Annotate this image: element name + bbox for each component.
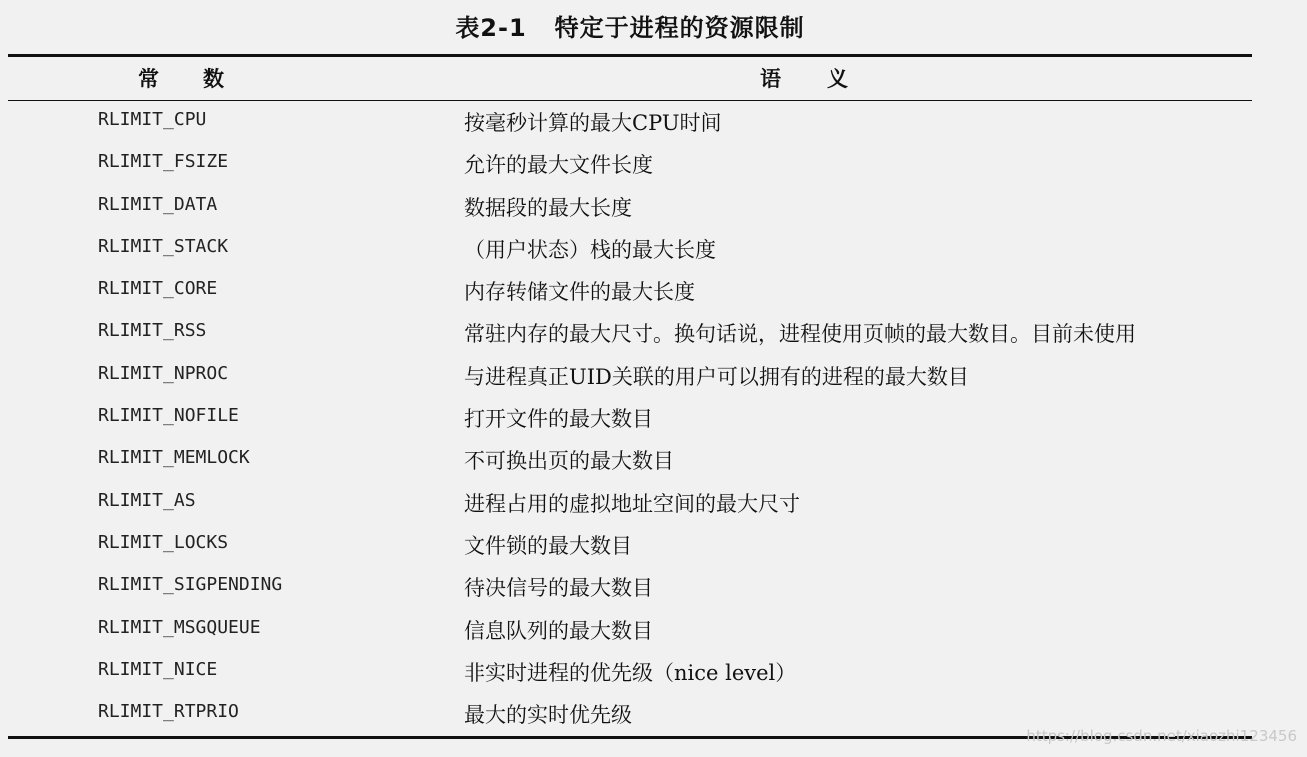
meaning-cell: 进程占用的虚拟地址空间的最大尺寸 — [464, 491, 800, 516]
meaning-cell: 允许的最大文件长度 — [464, 153, 653, 178]
constant-cell: RLIMIT_AS — [98, 489, 196, 511]
table-row — [8, 270, 1252, 312]
constant-cell: RLIMIT_CORE — [98, 278, 218, 300]
header-constant: 常数 — [138, 67, 268, 91]
constant-cell: RLIMIT_FSIZE — [98, 151, 229, 173]
table-row — [8, 228, 1252, 270]
meaning-cell: 与进程真正UID关联的用户可以拥有的进程的最大数目 — [464, 364, 969, 389]
table-row — [8, 609, 1252, 651]
table-row — [8, 101, 1252, 143]
meaning-cell: 最大的实时优先级 — [464, 703, 632, 728]
meaning-cell: 非实时进程的优先级（nice level） — [464, 660, 797, 685]
table-row — [8, 524, 1252, 566]
constant-cell: RLIMIT_RSS — [98, 320, 207, 342]
table-row — [8, 397, 1252, 439]
table-caption-number: 表2-1 — [455, 14, 527, 42]
constant-cell: RLIMIT_MSGQUEUE — [98, 616, 261, 638]
meaning-cell: 打开文件的最大数目 — [464, 407, 653, 432]
table-row — [8, 566, 1252, 608]
meaning-cell: 数据段的最大长度 — [464, 195, 632, 220]
table-top-rule — [8, 54, 1252, 57]
meaning-cell: 按毫秒计算的最大CPU时间 — [464, 111, 722, 135]
constant-cell: RLIMIT_RTPRIO — [98, 701, 239, 723]
meaning-cell: 不可换出页的最大数目 — [464, 449, 674, 474]
constant-cell: RLIMIT_DATA — [98, 193, 218, 215]
constant-cell: RLIMIT_MEMLOCK — [98, 447, 250, 469]
meaning-cell: 内存转储文件的最大长度 — [464, 280, 695, 305]
table-caption — [0, 10, 1260, 46]
constant-cell: RLIMIT_SIGPENDING — [98, 574, 283, 596]
meaning-cell: 文件锁的最大数目 — [464, 533, 632, 558]
constant-cell: RLIMIT_NICE — [98, 658, 218, 680]
constant-cell: RLIMIT_LOCKS — [98, 531, 229, 553]
header-meaning: 语义 — [760, 67, 894, 91]
table-caption-text: 特定于进程的资源限制 — [554, 14, 805, 42]
constant-cell: RLIMIT_NOFILE — [98, 405, 239, 427]
table-row — [8, 355, 1252, 397]
table-row — [8, 186, 1252, 228]
meaning-cell: （用户状态）栈的最大长度 — [464, 237, 716, 262]
table-body — [8, 101, 1252, 735]
table-row — [8, 143, 1252, 185]
table-row — [8, 439, 1252, 481]
meaning-cell: 信息队列的最大数目 — [464, 618, 653, 643]
constant-cell: RLIMIT_STACK — [98, 235, 229, 257]
constant-cell: RLIMIT_CPU — [98, 109, 207, 130]
table-header-row — [8, 58, 1252, 100]
table-row — [8, 651, 1252, 693]
table-row — [8, 312, 1252, 354]
meaning-cell: 待决信号的最大数目 — [464, 576, 653, 601]
meaning-cell: 常驻内存的最大尺寸。换句话说，进程使用页帧的最大数目。目前未使用 — [464, 322, 1136, 347]
watermark: https://blog.csdn.net/xiaozhi123456 — [1026, 727, 1297, 745]
constant-cell: RLIMIT_NPROC — [98, 362, 229, 384]
table-row — [8, 482, 1252, 524]
